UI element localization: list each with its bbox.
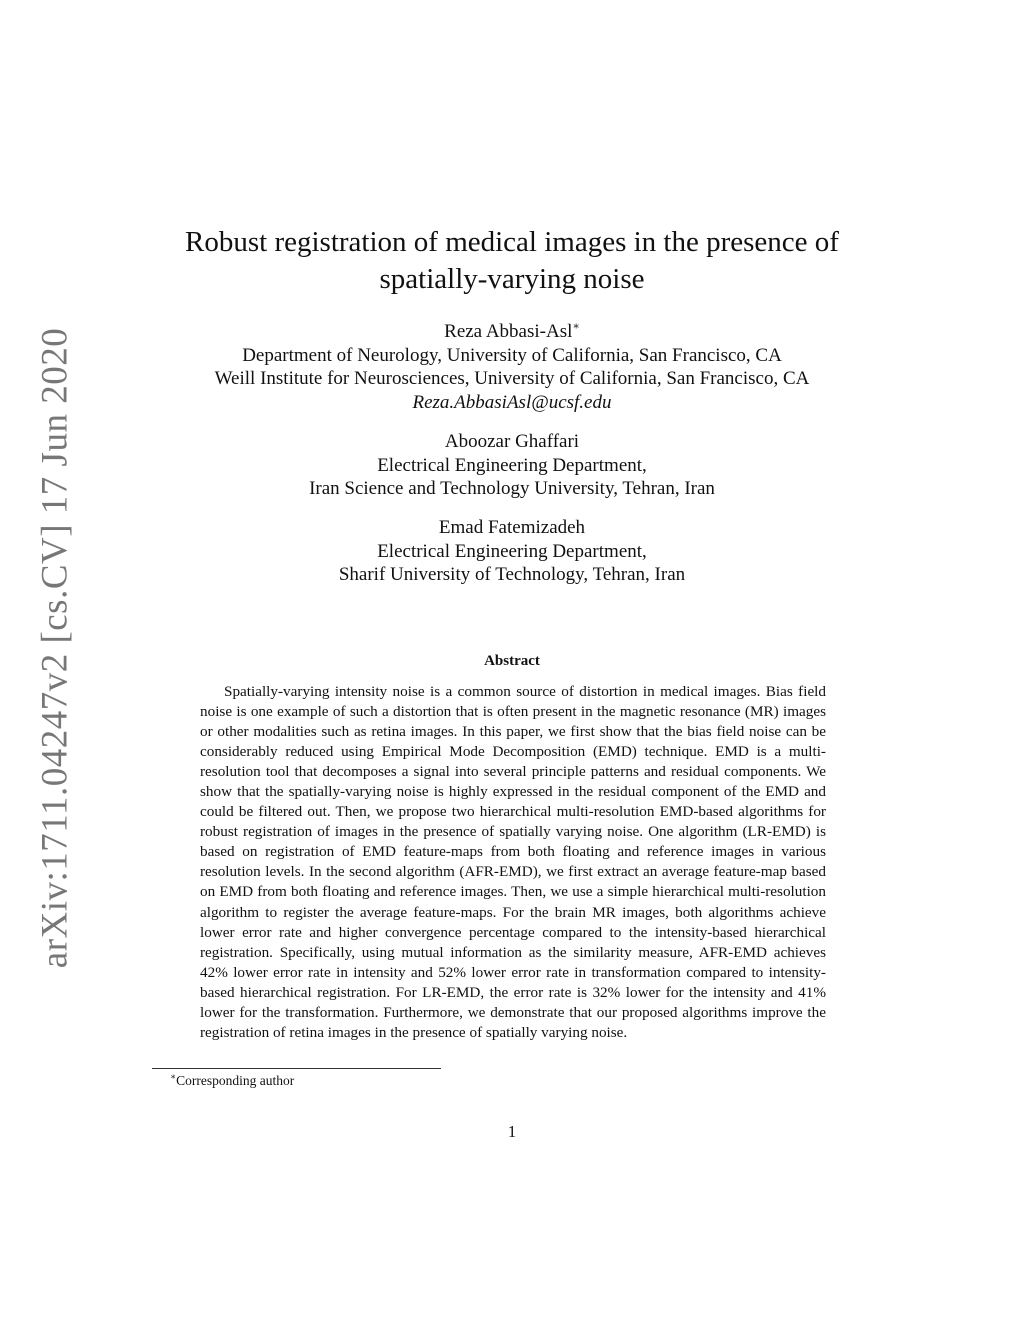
author-block-2 (150, 430, 874, 501)
author-email[interactable]: Reza.AbbasiAsl@ucsf.edu (412, 391, 612, 413)
author-affiliation: Electrical Engineering Department, (377, 540, 647, 562)
footnote-text: Corresponding author (176, 1073, 295, 1088)
arxiv-identifier: arXiv:1711.04247v2 [cs.CV] 17 Jun 2020 (34, 327, 76, 969)
author-name-line (150, 320, 874, 344)
paper-title: Robust registration of medical images in the presence of spatially-varying noise (185, 226, 839, 295)
footnote-divider (152, 1068, 441, 1069)
author-name: Reza Abbasi-Asl (444, 321, 573, 342)
author-affiliation: Electrical Engineering Department, (377, 454, 647, 476)
author-name: Aboozar Ghaffari (444, 431, 580, 452)
abstract-heading: Abstract (484, 653, 540, 669)
author-block-3 (150, 516, 874, 587)
author-name: Emad Fatemizadeh (438, 517, 586, 538)
author-affiliation: Department of Neurology, University of California, San Francisco, CA (242, 344, 782, 366)
author-affiliation: Weill Institute for Neurosciences, University of California, San Francisco, CA (214, 368, 810, 389)
corresponding-marker: ∗ (572, 320, 580, 333)
author-affiliation: Sharif University of Technology, Tehran, Iran (338, 564, 686, 585)
footnote (170, 1072, 294, 1090)
footnote-marker: ∗ (170, 1071, 177, 1082)
author-affiliation: Iran Science and Technology University, Tehran, Iran (309, 478, 715, 499)
abstract-text: Spatially-varying intensity noise is a common source of distortion in medical images. Bias field noise is one example of such a distortion that is often present in the magnetic resonance (MR) images or other modalities such as retina images. In this paper, we first show that the bias field noise can be considerably reduced using Empirical Mode Decomposition (EMD) technique. EMD is a multi-resolution tool that decomposes a signal into several principle patterns and residual components. We show that the spatially-varying noise is highly expressed in the residual component of the EMD and could be filtered out. Then, we propose two hierarchical multi-resolution EMD-based algorithms for robust registration of images in the presence of spatially varying noise. One algorithm (LR-EMD) is based on registration of EMD feature-maps from both floating and reference images in various resolution levels. In the second algorithm (AFR-EMD), we first extract an average feature-map based on EMD from both floating and reference images. Then, we use a simple hierarchical multi-resolution algorithm to register the average feature-maps. For the brain MR images, both algorithms achieve lower error rate and higher convergence percentage compared to the intensity-based hierarchical registration. Specifically, using mutual information as the similarity measure, AFR-EMD achieves 42% lower error rate in intensity and 52% lower error rate in transformation compared to intensity-based hierarchical registration. For LR-EMD, the error rate is 32% lower for the intensity and 41% lower for the transformation. Furthermore, we demonstrate that our proposed algorithms improve the registration of retina images in the presence of spatially varying noise. (200, 683, 826, 1041)
page-number: 1 (507, 1122, 517, 1141)
author-block-1 (150, 320, 874, 414)
